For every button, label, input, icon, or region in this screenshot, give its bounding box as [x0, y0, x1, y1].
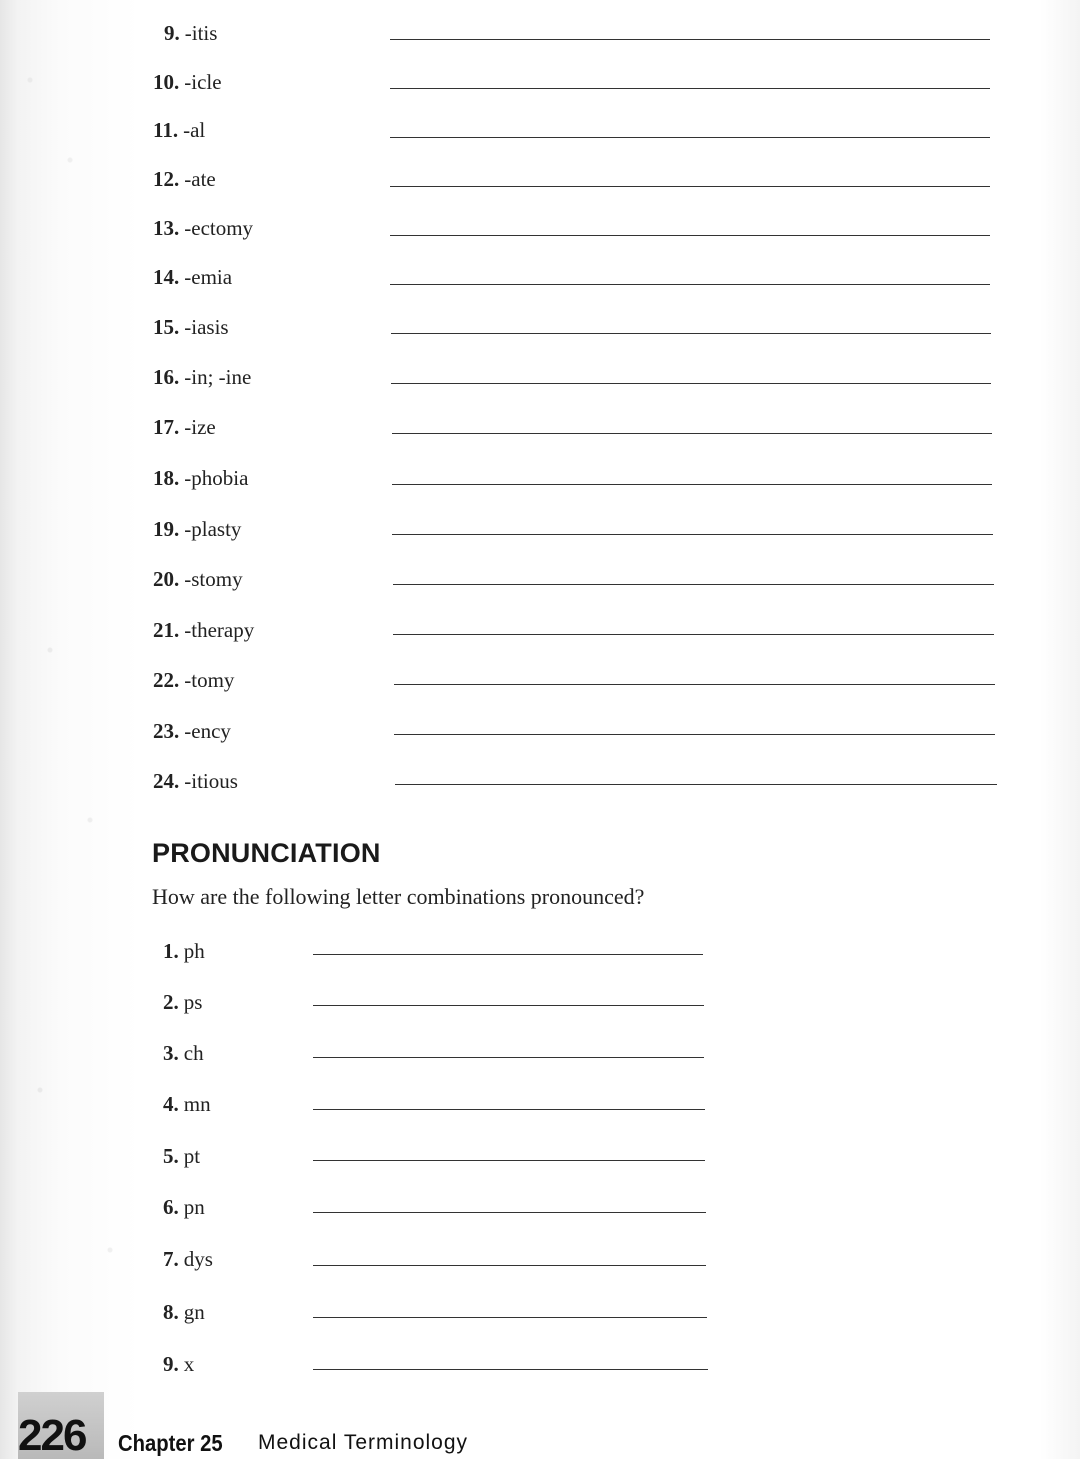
answer-line[interactable] [392, 484, 992, 485]
answer-line[interactable] [390, 39, 990, 40]
answer-line[interactable] [313, 1212, 706, 1213]
answer-line[interactable] [313, 1109, 705, 1110]
list-item [153, 517, 241, 542]
answer-line[interactable] [393, 634, 994, 635]
item-term: pt [183, 1144, 201, 1168]
item-number: 8. [163, 1300, 179, 1324]
answer-line[interactable] [391, 333, 991, 334]
item-number: 1. [163, 939, 179, 963]
list-item [153, 315, 229, 340]
answer-line[interactable] [394, 684, 995, 685]
item-number: 16. [153, 365, 180, 389]
item-number: 6. [163, 1195, 179, 1219]
answer-line[interactable] [313, 1005, 704, 1006]
item-term: -tomy [184, 668, 235, 692]
list-item [163, 1195, 205, 1220]
item-number: 24. [153, 769, 180, 793]
list-item [164, 21, 217, 46]
item-number: 19. [153, 517, 180, 541]
item-term: x [183, 1352, 195, 1376]
chapter-subject: Medical Terminology [258, 1431, 469, 1454]
item-term: -icle [184, 70, 222, 94]
item-number: 22. [153, 668, 180, 692]
scan-edge-shading [0, 0, 140, 1459]
item-number: 11. [153, 118, 179, 142]
item-number: 18. [153, 466, 180, 490]
item-term: -therapy [184, 618, 255, 642]
list-item [153, 769, 238, 794]
item-term: -ectomy [184, 216, 254, 240]
item-term: -al [183, 118, 206, 142]
item-number: 14. [153, 265, 180, 289]
list-item [153, 216, 253, 241]
answer-line[interactable] [394, 734, 995, 735]
item-term: -emia [184, 265, 233, 289]
answer-line[interactable] [313, 1160, 705, 1161]
chapter-label: Chapter 25 [118, 1430, 223, 1456]
item-term: -plasty [184, 517, 242, 541]
list-item [163, 990, 202, 1015]
item-term: ch [183, 1041, 204, 1065]
item-term: -iasis [184, 315, 229, 339]
section-heading: PRONUNCIATION [152, 838, 381, 868]
item-number: 20. [153, 567, 180, 591]
item-term: gn [183, 1300, 205, 1324]
answer-line[interactable] [393, 584, 994, 585]
answer-line[interactable] [395, 784, 997, 785]
item-term: -phobia [184, 466, 249, 490]
list-item [153, 118, 205, 143]
item-term: ps [183, 990, 203, 1014]
answer-line[interactable] [390, 235, 990, 236]
answer-line[interactable] [313, 1369, 708, 1370]
answer-line[interactable] [313, 954, 703, 955]
item-number: 9. [163, 1352, 179, 1376]
answer-line[interactable] [313, 1317, 707, 1318]
list-item [153, 719, 231, 744]
item-number: 9. [164, 21, 180, 45]
list-item [153, 415, 216, 440]
answer-line[interactable] [392, 534, 993, 535]
answer-line[interactable] [390, 284, 990, 285]
item-number: 21. [153, 618, 180, 642]
list-item [163, 1144, 200, 1169]
item-term: -in; -ine [184, 365, 252, 389]
answer-line[interactable] [392, 433, 992, 434]
list-item [163, 1247, 213, 1272]
item-number: 7. [163, 1247, 179, 1271]
list-item [153, 167, 216, 192]
item-number: 15. [153, 315, 180, 339]
answer-line[interactable] [313, 1265, 706, 1266]
item-term: -ency [184, 719, 231, 743]
answer-line[interactable] [390, 137, 990, 138]
list-item [163, 1300, 205, 1325]
item-term: -itious [184, 769, 238, 793]
item-term: pn [183, 1195, 205, 1219]
list-item [153, 567, 243, 592]
item-number: 2. [163, 990, 179, 1014]
item-number: 12. [153, 167, 180, 191]
answer-line[interactable] [391, 383, 991, 384]
answer-line[interactable] [390, 186, 990, 187]
item-number: 10. [153, 70, 180, 94]
item-number: 5. [163, 1144, 179, 1168]
item-term: mn [183, 1092, 211, 1116]
section-instructions: How are the following letter combinations pronounced? [152, 884, 645, 909]
item-number: 13. [153, 216, 180, 240]
item-number: 3. [163, 1041, 179, 1065]
list-item [163, 1041, 204, 1066]
item-number: 4. [163, 1092, 179, 1116]
item-number: 17. [153, 415, 180, 439]
answer-line[interactable] [313, 1057, 704, 1058]
list-item [163, 1352, 194, 1377]
item-term: ph [183, 939, 205, 963]
list-item [163, 939, 205, 964]
list-item [163, 1092, 211, 1117]
item-term: -ize [184, 415, 216, 439]
list-item [153, 668, 234, 693]
list-item [153, 618, 254, 643]
item-term: -stomy [184, 567, 243, 591]
list-item [153, 365, 251, 390]
item-term: dys [183, 1247, 213, 1271]
page-number: 226 [18, 1411, 86, 1460]
list-item [153, 466, 248, 491]
item-number: 23. [153, 719, 180, 743]
list-item [153, 265, 232, 290]
item-term: -itis [184, 21, 218, 45]
item-term: -ate [184, 167, 216, 191]
list-item [153, 70, 222, 95]
answer-line[interactable] [390, 88, 990, 89]
